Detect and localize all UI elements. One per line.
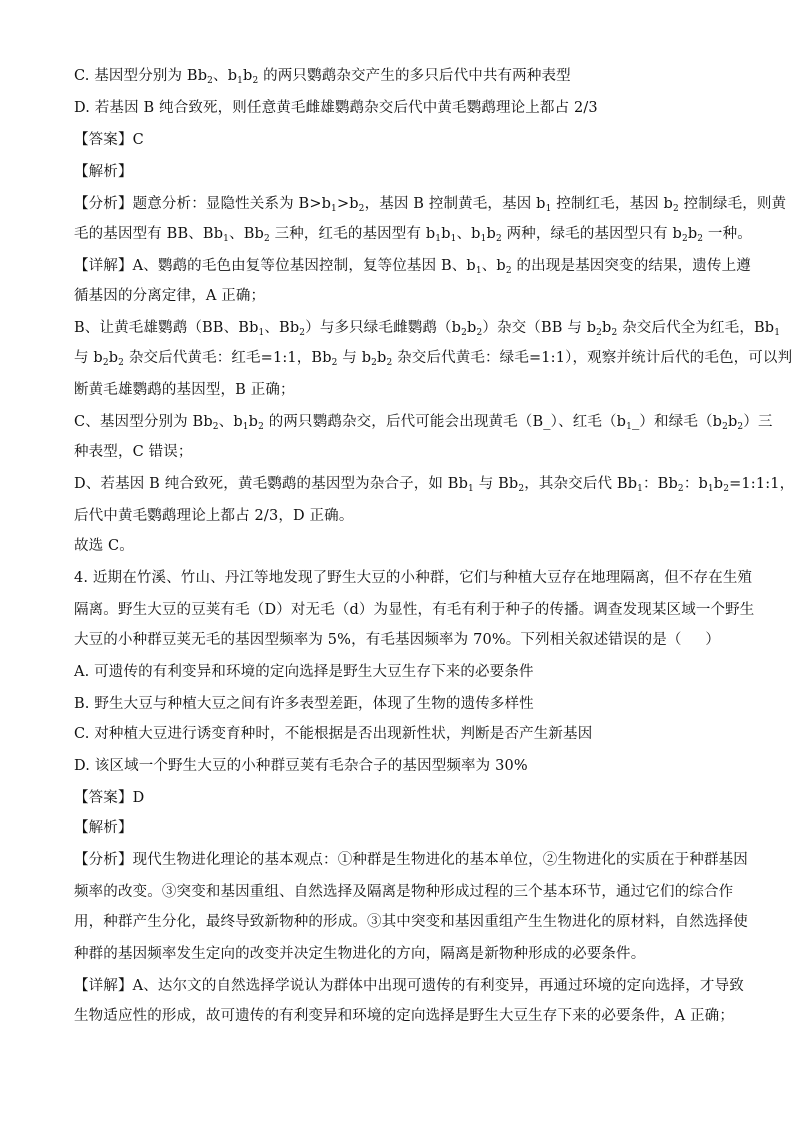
- option-d-line: D. 若基因 B 纯合致死，则任意黄毛雌雄鹦鹉杂交后代中黄毛鹦鹉理论上都占 2/3: [74, 100, 598, 116]
- analysis-text-line: 用，种群产生分化，最终导致新物种的形成。③其中突变和基因重组产生生物进化的原材料，自然选择使: [74, 914, 748, 930]
- detail-text-line: 循基因的分离定律，A 正确；: [74, 288, 266, 304]
- detail-text-line: D、若基因 B 纯合致死，黄毛鹦鹉的基因型为杂合子，如 $Bb_1$ 与 $Bb_2$，其杂交后代 $Bb_1$：$Bb_2$：$b_1b_2=1:1:1$，: [74, 476, 794, 494]
- option-a-line: A. 可遗传的有利变异和环境的定向选择是野生大豆生存下来的必要条件: [74, 664, 534, 680]
- detail-text-line: C、基因型分别为 $Bb_2$、$b_1b_2$ 的两只鹦鹉杂交，后代可能会出现黄毛（B_）、红毛$(b_1\_)$和绿毛$(b_2b_2)$三: [74, 414, 773, 432]
- detail-text-line: 断黄毛雄鹦鹉的基因型，B 正确；: [74, 382, 295, 398]
- question-4-stem-line: 隔离。野生大豆的豆荚有毛（D）对无毛（d）为显性，有毛有利于种子的传播。调查发现某区域一个野生: [74, 602, 755, 618]
- answer-label: 【答案】D: [74, 790, 145, 806]
- option-c-line: C. 对种植大豆进行诱变育种时，不能根据是否出现新性状，判断是否产生新基因: [74, 726, 593, 742]
- question-4-stem-line: 4. 近期在竹溪、竹山、丹江等地发现了野生大豆的小种群，它们与种植大豆存在地理隔离，但不存在生殖: [74, 570, 753, 586]
- conclusion-line: 故选 C。: [74, 538, 134, 554]
- question-4-stem-line: 大豆的小种群豆荚无毛的基因型频率为 5%，有毛基因频率为 70%。下列相关叙述错误的是（ ）: [74, 632, 720, 648]
- option-c-line: C. 基因型分别为 $Bb_2$、$b_1b_2$ 的两只鹦鹉杂交产生的多只后代中共有两种表型: [74, 68, 571, 86]
- analysis-text-line: 【分析】题意分析：显隐性关系为 $B>b_1>b_2$，基因 B 控制黄毛，基因 $b_1$ 控制红毛，基因 $b_2$ 控制绿毛，则黄: [74, 196, 787, 214]
- detail-text-line: 与 $b_2b_2$ 杂交后代黄毛：红毛=1:1，$Bb_2$ 与 $b_2b_2$ 杂交后代黄毛：绿毛=1:1），观察并统计后代的毛色，可以判: [74, 350, 793, 368]
- answer-label: 【答案】C: [74, 132, 144, 148]
- detail-text-line: 【详解】A、达尔文的自然选择学说认为群体中出现可遗传的有利变异，再通过环境的定向选择，才导致: [74, 978, 744, 994]
- option-b-line: B. 野生大豆与种植大豆之间有许多表型差距，体现了生物的遗传多样性: [74, 696, 534, 712]
- detail-text-line: 后代中黄毛鹦鹉理论上都占 2/3，D 正确。: [74, 508, 354, 524]
- detail-text-line: 种表型，C 错误；: [74, 444, 193, 460]
- analysis-text-line: 毛的基因型有 BB、$Bb_1$、$Bb_2$ 三种，红毛的基因型有 $b_1b_1$、$b_1b_2$ 两种，绿毛的基因型只有 $b_2b_2$ 一种。: [74, 226, 752, 244]
- detail-text-line: B、让黄毛雄鹦鹉（BB、$Bb_1$、$Bb_2$）与多只绿毛雌鹦鹉$(b_2b_2)$杂交（BB 与 $b_2b_2$ 杂交后代全为红毛，$Bb_1$: [74, 320, 781, 338]
- analysis-text-line: 【分析】现代生物进化理论的基本观点：①种群是生物进化的基本单位，②生物进化的实质在于种群基因: [74, 852, 748, 868]
- option-d-line: D. 该区域一个野生大豆的小种群豆荚有毛杂合子的基因型频率为 30%: [74, 758, 528, 774]
- analysis-text-line: 种群的基因频率发生定向的改变并决定生物进化的方向，隔离是新物种形成的必要条件。: [74, 946, 646, 962]
- detail-text-line: 【详解】A、鹦鹉的毛色由复等位基因控制，复等位基因 B、$b_1$、$b_2$ 的出现是基因突变的结果，遗传上遵: [74, 258, 751, 276]
- detail-text-line: 生物适应性的形成，故可遗传的有利变异和环境的定向选择是野生大豆生存下来的必要条件，A 正确；: [74, 1008, 734, 1024]
- analysis-label: 【解析】: [74, 820, 133, 836]
- analysis-text-line: 频率的改变。③突变和基因重组、自然选择及隔离是物种形成过程的三个基本环节，通过它们的综合作: [74, 884, 734, 900]
- analysis-label: 【解析】: [74, 164, 133, 180]
